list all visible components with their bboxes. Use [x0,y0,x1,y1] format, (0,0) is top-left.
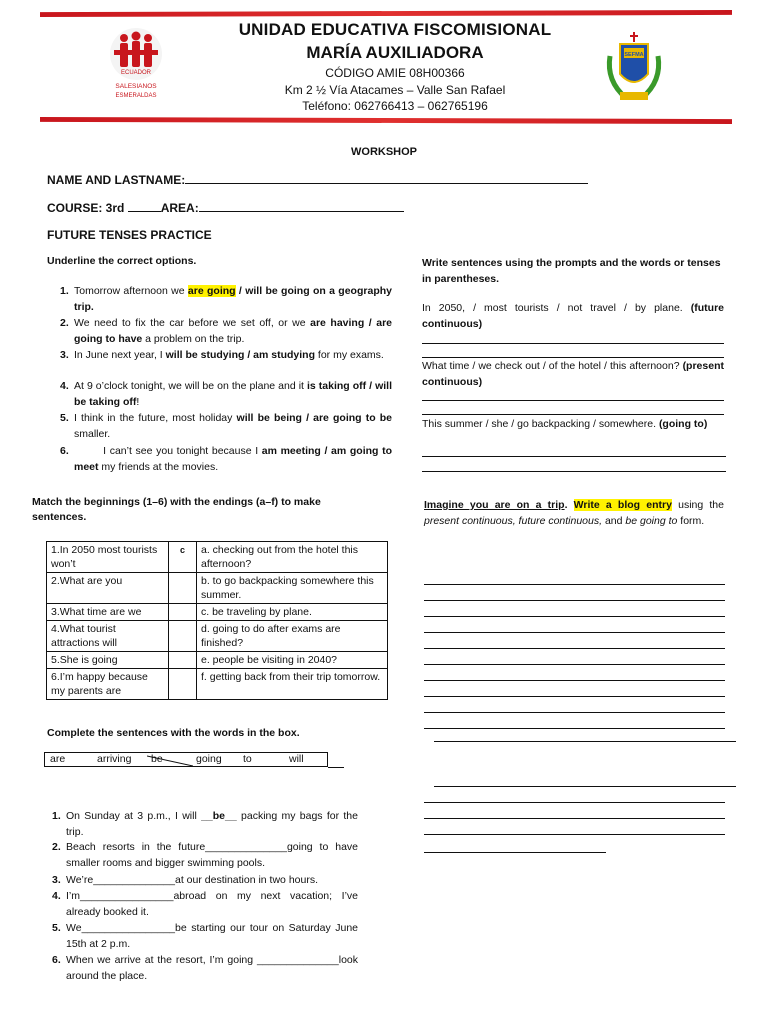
blog-line[interactable] [424,712,725,713]
word-box-item: are [50,753,66,765]
match-answer-5[interactable] [169,652,197,669]
word-box-item: arriving [97,753,132,765]
match-answer-4[interactable] [169,621,197,652]
ex3-item-4: 4. I’m________________abroad on my next vacation; I’ve already booked it. [52,890,358,918]
match-answer-3[interactable] [169,604,197,621]
table-row [47,604,388,621]
blog-line[interactable] [424,600,725,601]
school-name-line1: UNIDAD EDUCATIVA FISCOMISIONAL [238,20,552,39]
exercise3-instruction: Complete the sentences with the words in the box. [47,727,300,739]
blog-line[interactable] [424,584,725,585]
ex1-item-5: 5. I think in the future, most holiday will be being / are going to be smaller. [60,412,392,440]
match-begin-1: 1.In 2050 most tourists won’t [47,542,169,573]
ex4-prompt-1: In 2050, / most tourists / not travel / by plane. (future continuous) [422,302,724,330]
match-begin-4: 4.What tourist attractions will [47,621,169,652]
header-top-stripe [40,10,732,17]
ex3-item-5: 5. We________________be starting our tour on Saturday June 15th at 2 p.m. [52,922,358,950]
ex1-item-1: 1. Tomorrow afternoon we are going / will be going on a geography trip. [60,285,392,313]
ex4-answer-line[interactable] [422,414,724,415]
blog-line[interactable] [424,852,606,853]
school-address: Km 2 ½ Vía Atacames – Valle San Rafael [284,83,506,97]
match-table [46,541,388,700]
logo-left-text2: SALESIANOS [115,83,157,90]
name-field-row [47,173,588,187]
blog-line[interactable] [434,786,736,787]
ex1-item-3: 3. In June next year, I will be studying / am studying for my exams. [60,349,384,361]
match-answer-1[interactable]: c [169,542,197,573]
name-label: NAME AND LASTNAME: [47,173,186,187]
exercise5-instruction: Imagine you are on a trip. Write a blog entry using the present continuous, future continuous, and be going to form. [424,499,724,527]
table-row [47,573,388,604]
ex3-item-1: 1. On Sunday at 3 p.m., I will __be__ packing my bags for the trip. [52,810,358,838]
match-begin-6: 6.I’m happy because my parents are [47,669,169,700]
exercise2-instruction: Match the beginnings (1–6) with the endings (a–f) to make sentences. [32,496,321,523]
ex4-answer-line[interactable] [422,343,724,344]
name-input-line[interactable] [185,173,588,184]
word-box-item: be [151,753,163,765]
word-box-item: going [196,753,222,765]
ex3-item-6: 6. When we arrive at the resort, I’m going ______________look around the place. [52,954,358,982]
word-box-item: to [243,753,252,765]
logo-left-text1: ECUADOR [120,70,152,76]
word-box [44,752,328,767]
match-begin-5: 5.She is going [47,652,169,669]
blog-line[interactable] [424,664,725,665]
ex3-item-3: 3. We’re______________at our destination in two hours. [52,874,319,886]
blog-line[interactable] [434,741,736,742]
match-end-d: d. going to do after exams are finished? [197,621,388,652]
match-end-e: e. people be visiting in 2040? [197,652,388,669]
match-end-c: c. be traveling by plane. [197,604,388,621]
ex4-answer-line[interactable] [422,456,726,457]
match-end-f: f. getting back from their trip tomorrow. [197,669,388,700]
course-field-row [47,201,404,215]
match-end-a: a. checking out from the hotel this afternoon? [197,542,388,573]
blog-line[interactable] [424,616,725,617]
exercise1-instruction: Underline the correct options. [47,255,197,267]
blog-line[interactable] [424,818,725,819]
header-bottom-stripe [40,117,732,124]
blog-line[interactable] [424,648,725,649]
word-box-tail-line [328,767,344,768]
salesianos-logo [100,26,172,106]
blog-line[interactable] [424,834,725,835]
ex1-item-4: 4. At 9 o’clock tonight, we will be on the plane and it is taking off / will be taking off! [60,380,392,408]
table-row [47,652,388,669]
blog-line[interactable] [424,802,725,803]
course-label: COURSE: 3rd [47,201,125,215]
match-begin-3: 3.What time are we [47,604,169,621]
school-phone: Teléfono: 062766413 – 062765196 [302,99,488,113]
ex1-item-6: 6. I can’t see you tonight because I am meeting / am going to meet my friends at the movies. [60,445,395,473]
match-answer-6[interactable] [169,669,197,700]
table-row [47,669,388,700]
logo-right-text: SEFMA [624,52,644,58]
ex4-answer-line[interactable] [422,471,726,472]
ex3-item-2: 2. Beach resorts in the future______________going to have smaller rooms and bigger swimming pools. [52,841,358,869]
school-code: CÓDIGO AMIE 08H00366 [325,66,465,80]
school-crest-logo [600,26,668,106]
blog-line[interactable] [424,696,725,697]
page-title: WORKSHOP [351,146,417,158]
match-answer-2[interactable] [169,573,197,604]
blog-line[interactable] [424,680,725,681]
crossed-out-mark [147,754,193,767]
blog-line[interactable] [424,632,725,633]
blog-line[interactable] [424,728,725,729]
area-label: AREA: [160,201,199,215]
ex4-prompt-2: What time / we check out / of the hotel / this afternoon? (present continuous) [422,360,724,388]
match-begin-2: 2.What are you [47,573,169,604]
school-name-line2: MARÍA AUXILIADORA [306,43,484,62]
word-box-item: will [289,753,304,765]
ex4-prompt-3: This summer / she / go backpacking / somewhere. (going to) [422,418,708,430]
logo-left-text3: ESMERALDAS [115,93,157,99]
exercise4-instruction: Write sentences using the prompts and the words or tenses in parentheses. [422,257,721,285]
ex1-item-2: 2. We need to fix the car before we set off, or we are having / are going to have a problem on the trip. [60,317,392,345]
table-row [47,621,388,652]
table-row [47,542,388,573]
ex4-answer-line[interactable] [422,400,724,401]
match-end-b: b. to go backpacking somewhere this summer. [197,573,388,604]
area-input-line[interactable] [199,201,404,212]
course-input-line[interactable] [128,201,161,212]
section-title: FUTURE TENSES PRACTICE [47,228,212,242]
